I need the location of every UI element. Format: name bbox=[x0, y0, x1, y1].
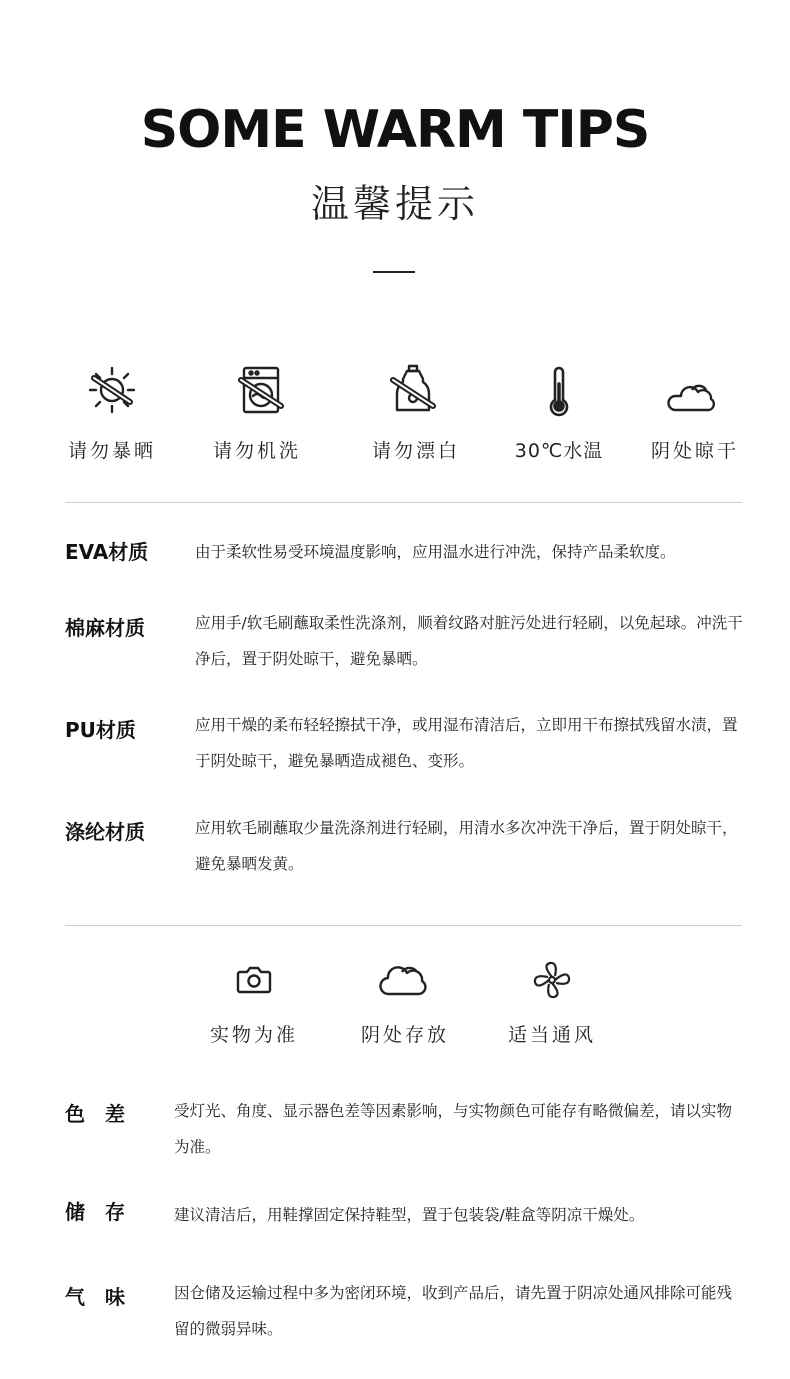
section-divider bbox=[65, 502, 742, 503]
camera-icon bbox=[224, 950, 284, 1010]
care-label-water-temp: 30℃水温 bbox=[514, 440, 604, 462]
material-label-cotton-linen: 棉麻材质 bbox=[65, 616, 145, 640]
care-label-shade-dry: 阴处晾干 bbox=[650, 440, 739, 462]
section-divider bbox=[65, 925, 742, 926]
no-bleach-icon bbox=[383, 360, 443, 420]
material-text-cotton-linen: 应用手/软毛刷蘸取柔性洗涤剂，顺着纹路对脏污处进行轻刷，以免起球。冲洗干净后，置于阴处晾干，避免暴晒。 bbox=[195, 614, 743, 668]
note-text-storage: 建议清洁后，用鞋撑固定保持鞋型，置于包装袋/鞋盒等阴凉干燥处。 bbox=[174, 1206, 645, 1224]
material-label-polyester: 涤纶材质 bbox=[65, 820, 145, 844]
note-label-storage: 储存 bbox=[65, 1200, 145, 1224]
note-text-color-difference: 受灯光、角度、显示器色差等因素影响，与实物颜色可能存有略微偏差，请以实物为准。 bbox=[174, 1102, 733, 1156]
page-title: SOME WARM TIPS bbox=[140, 100, 650, 160]
tip-label-shade-storage: 阴处存放 bbox=[360, 1024, 449, 1046]
note-label-color-difference: 色差 bbox=[65, 1102, 145, 1126]
care-label-no-sun: 请勿暴晒 bbox=[67, 440, 156, 462]
page-subtitle: 温馨提示 bbox=[310, 182, 479, 226]
tip-label-real-object: 实物为准 bbox=[209, 1024, 298, 1046]
fan-icon bbox=[522, 950, 582, 1010]
thermometer-icon bbox=[529, 360, 589, 420]
no-sun-icon bbox=[82, 360, 142, 420]
material-label-pu: PU材质 bbox=[65, 718, 136, 742]
no-machine-wash-icon bbox=[231, 360, 291, 420]
tip-label-ventilation: 适当通风 bbox=[507, 1024, 596, 1046]
material-text-polyester: 应用软毛刷蘸取少量洗涤剂进行轻刷，用清水多次冲洗干净后，置于阴处晾干，避免暴晒发黄。 bbox=[195, 819, 738, 873]
material-text-pu: 应用干燥的柔布轻轻擦拭干净，或用湿布清洁后，立即用干布擦拭残留水渍，置于阴处晾干，避免暴晒造成褪色、变形。 bbox=[195, 716, 738, 770]
cloud-icon bbox=[372, 950, 432, 1010]
care-label-no-bleach: 请勿漂白 bbox=[371, 440, 460, 462]
material-label-eva: EVA材质 bbox=[65, 540, 149, 564]
material-text-eva: 由于柔软性易受环境温度影响，应用温水进行冲洗，保持产品柔软度。 bbox=[195, 543, 676, 561]
cloud-icon bbox=[661, 366, 721, 426]
note-label-odor: 气味 bbox=[65, 1285, 145, 1309]
note-text-odor: 因仓储及运输过程中多为密闭环境，收到产品后，请先置于阴凉处通风排除可能残留的微弱异味。 bbox=[174, 1284, 733, 1338]
title-divider bbox=[373, 271, 415, 273]
care-label-no-machine-wash: 请勿机洗 bbox=[212, 440, 301, 462]
